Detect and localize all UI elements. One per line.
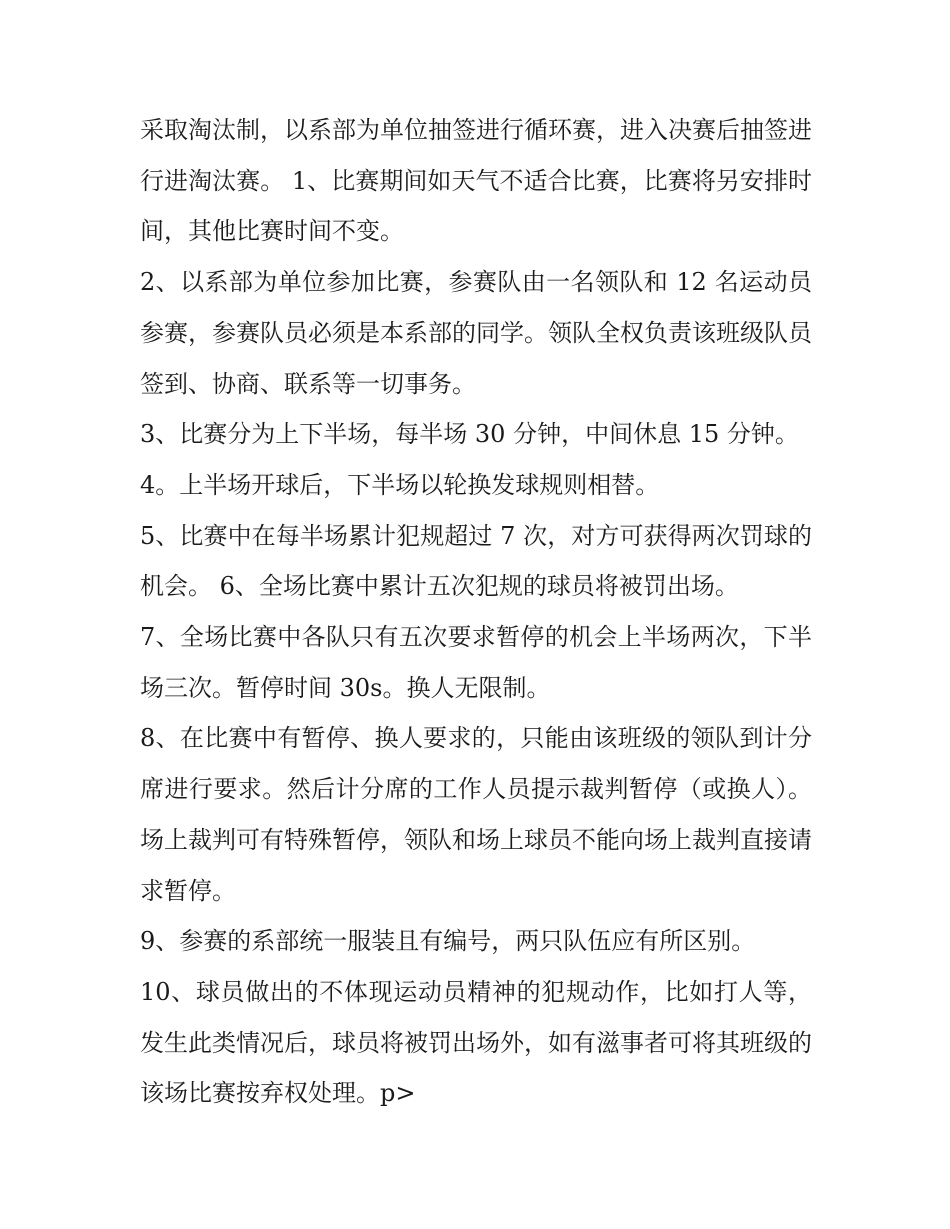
paragraph-rule-4: 4。上半场开球后，下半场以轮换发球规则相替。: [140, 470, 660, 499]
paragraph-rule-7: 7、全场比赛中各队只有五次要求暂停的机会上半场两次，下半场三次。暂停时间 30s。换人无限制。: [140, 623, 812, 702]
document-body: [140, 105, 812, 1119]
paragraph-rule-9: 9、参赛的系部统一服装且有编号，两只队伍应有所区别。: [140, 927, 756, 956]
paragraph-rule-8: 8、在比赛中有暂停、换人要求的，只能由该班级的领队到计分席进行要求。然后计分席的工作人员提示裁判暂停（或换人）。场上裁判可有特殊暂停，领队和场上球员不能向场上裁判直接请求暂停。: [140, 724, 812, 905]
paragraph-rule-2: 2、以系部为单位参加比赛，参赛队由一名领队和 12 名运动员参赛，参赛队员必须是本系部的同学。领队全权负责该班级队员签到、协商、联系等一切事务。: [140, 268, 812, 398]
paragraph-tournament-format: 采取淘汰制，以系部为单位抽签进行循环赛，进入决赛后抽签进行进淘汰赛。 1、比赛期间如天气不适合比赛，比赛将另安排时间，其他比赛时间不变。: [140, 116, 812, 246]
paragraph-rule-3: 3、比赛分为上下半场，每半场 30 分钟，中间休息 15 分钟。: [140, 420, 799, 449]
paragraph-rule-10: 10、球员做出的不体现运动员精神的犯规动作，比如打人等，发生此类情况后，球员将被罚出场外，如有滋事者可将其班级的该场比赛按弃权处理。p>: [140, 977, 812, 1108]
paragraph-rule-5: 5、比赛中在每半场累计犯规超过 7 次，对方可获得两次罚球的机会。 6、全场比赛中累计五次犯规的球员将被罚出场。: [140, 521, 812, 601]
